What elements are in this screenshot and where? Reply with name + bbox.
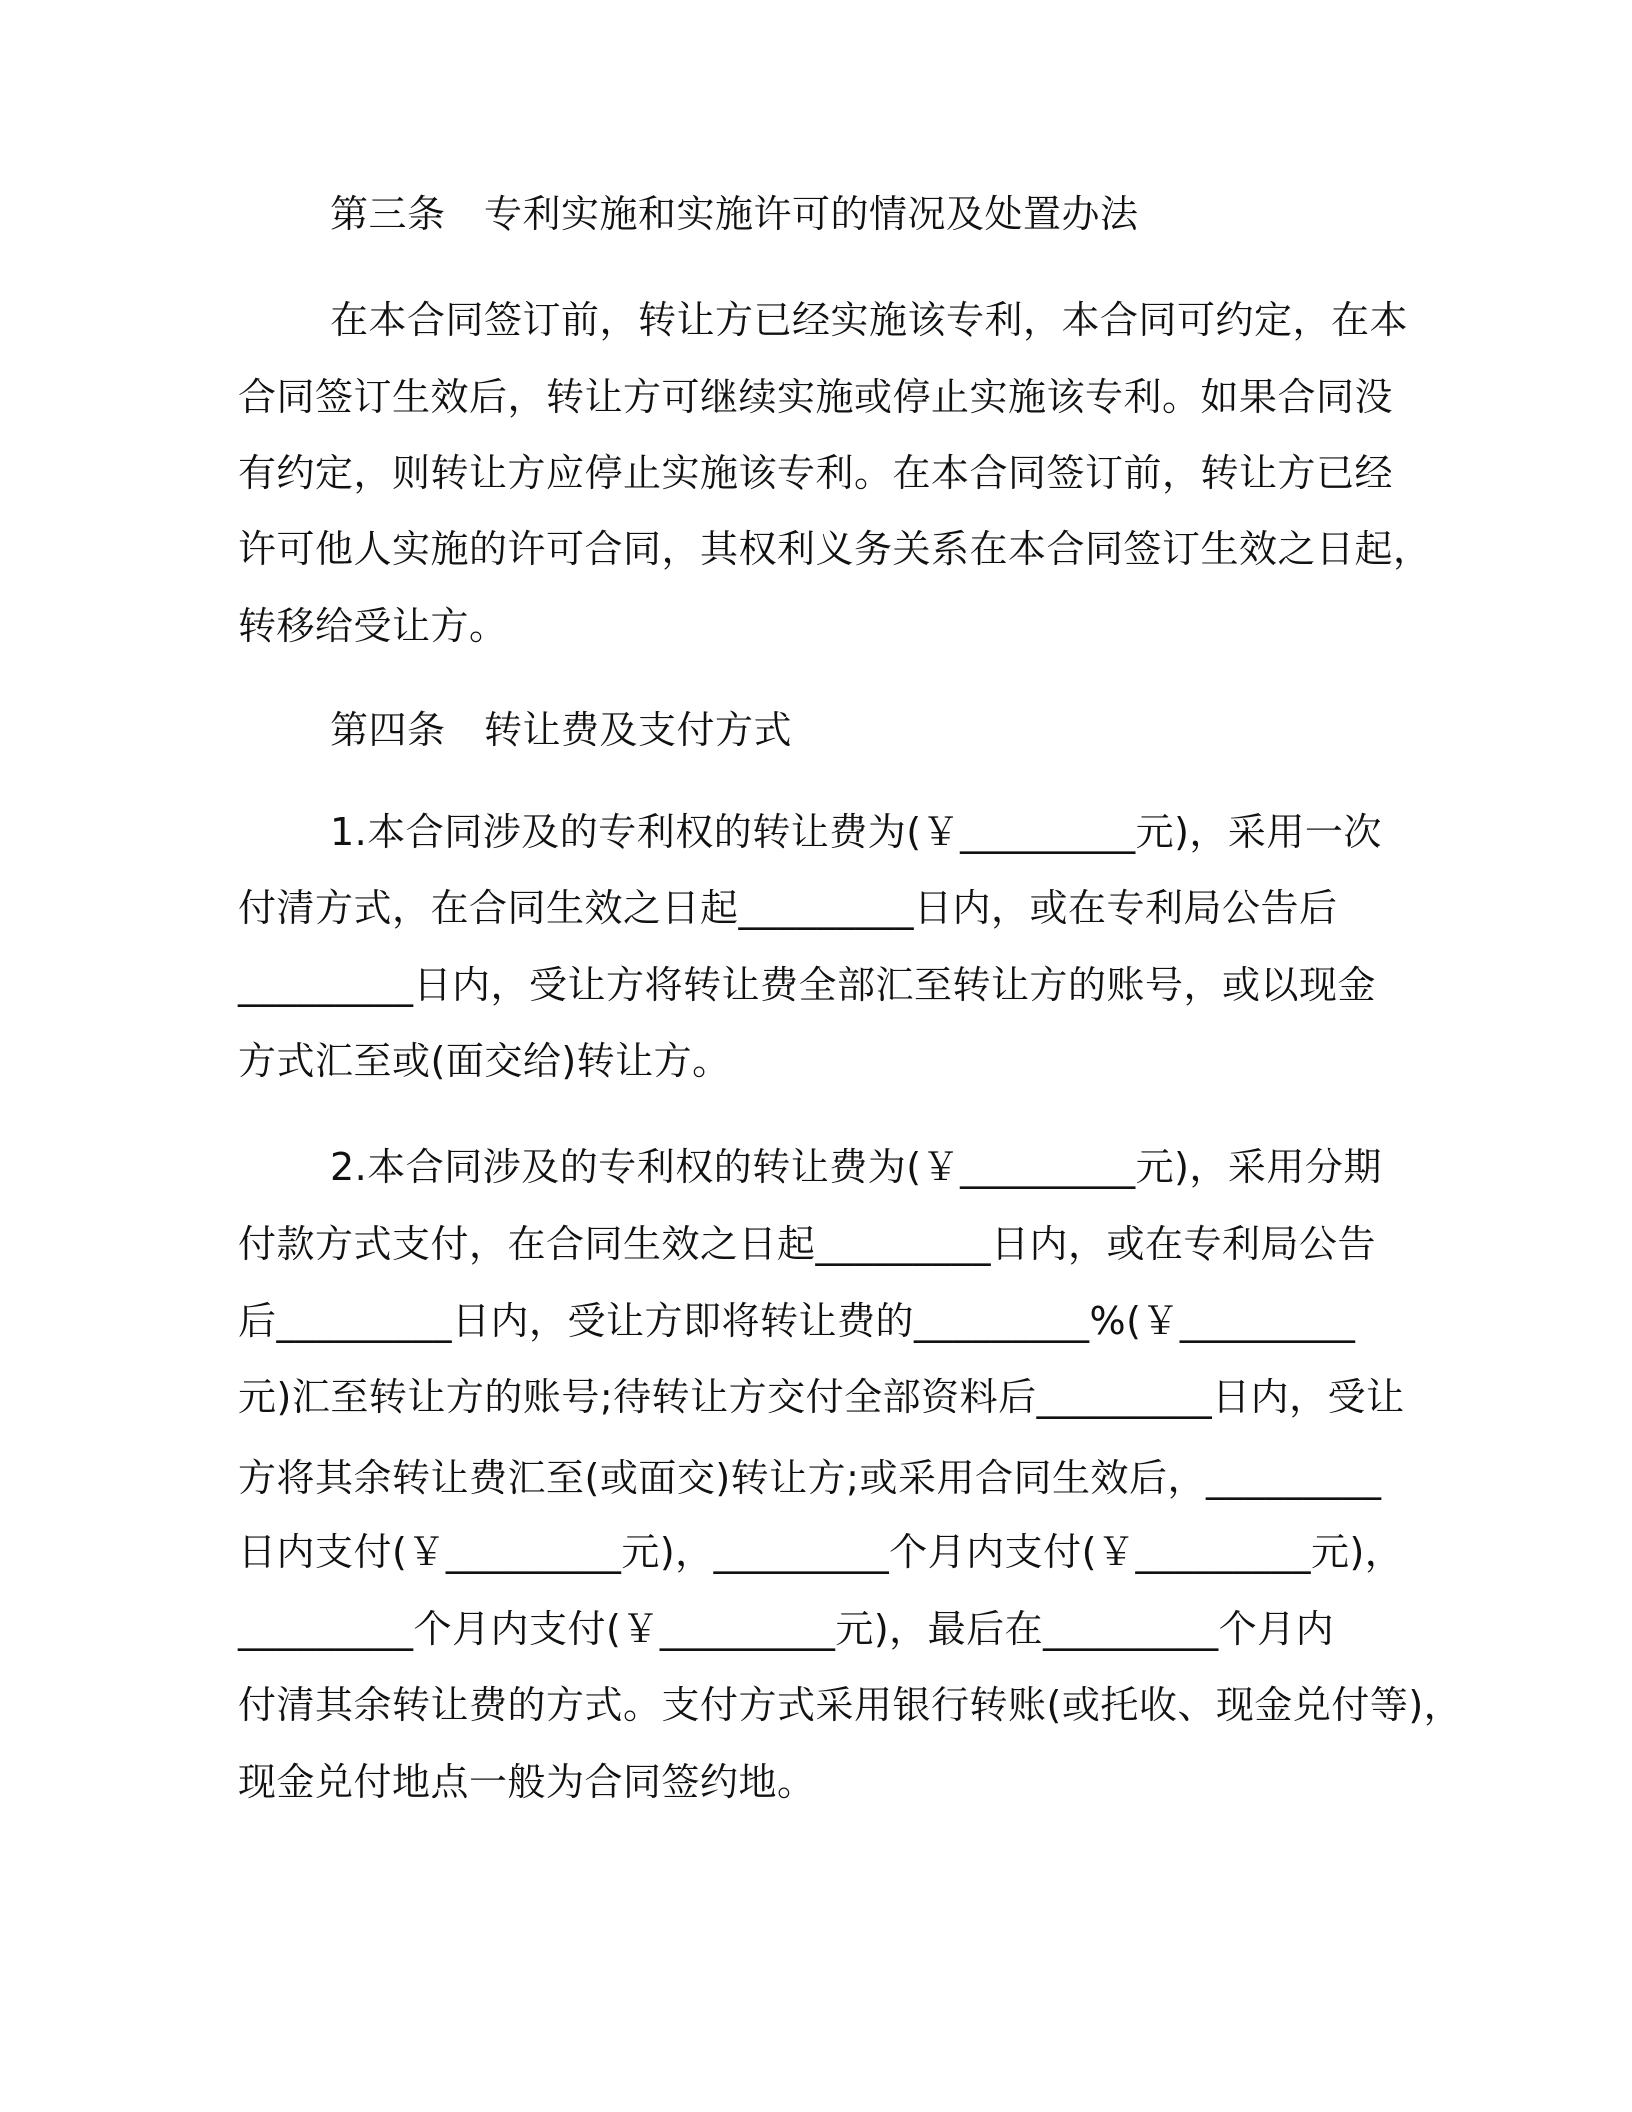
- paragraph-line: 1.本合同涉及的专利权的转让费为(￥_________元)，采用一次: [330, 810, 1382, 854]
- paragraph-line: 转移给受让方。: [238, 604, 508, 648]
- paragraph-line: 在本合同签订前，转让方已经实施该专利，本合同可约定，在本: [330, 298, 1409, 342]
- paragraph-line: 方将其余转让费汇至(或面交)转让方;或采用合同生效后，_________: [238, 1456, 1382, 1500]
- paragraph-line: 付款方式支付，在合同生效之日起_________日内，或在专利局公告: [238, 1222, 1377, 1266]
- paragraph-line: 元)汇至转让方的账号;待转让方交付全部资料后_________日内，受让: [238, 1375, 1405, 1419]
- section-4-heading: 第四条 转让费及支付方式: [330, 708, 793, 752]
- paragraph-line: 现金兑付地点一般为合同签约地。: [238, 1760, 816, 1804]
- paragraph-line: _________个月内支付(￥_________元)，最后在_________个月内: [238, 1607, 1335, 1651]
- paragraph-line: 后_________日内，受让方即将转让费的_________%(￥_________: [238, 1299, 1356, 1343]
- paragraph-line: 许可他人实施的许可合同，其权利义务关系在本合同签订生效之日起，: [238, 527, 1432, 571]
- paragraph-line: _________日内，受让方将转让费全部汇至转让方的账号，或以现金: [238, 963, 1377, 1007]
- paragraph-line: 付清其余转让费的方式。支付方式采用银行转账(或托收、现金兑付等)，: [238, 1683, 1463, 1727]
- paragraph-line: 方式汇至或(面交给)转让方。: [238, 1039, 731, 1083]
- paragraph-line: 合同签订生效后，转让方可继续实施或停止实施该专利。如果合同没: [238, 375, 1394, 419]
- paragraph-line: 有约定，则转让方应停止实施该专利。在本合同签订前，转让方已经: [238, 451, 1394, 495]
- section-3-heading: 第三条 专利实施和实施许可的情况及处置办法: [330, 192, 1139, 236]
- paragraph-line: 2.本合同涉及的专利权的转让费为(￥_________元)，采用分期: [330, 1145, 1382, 1189]
- paragraph-line: 日内支付(￥_________元)，_________个月内支付(￥_________元)，: [238, 1530, 1404, 1574]
- paragraph-line: 付清方式，在合同生效之日起_________日内，或在专利局公告后: [238, 886, 1338, 930]
